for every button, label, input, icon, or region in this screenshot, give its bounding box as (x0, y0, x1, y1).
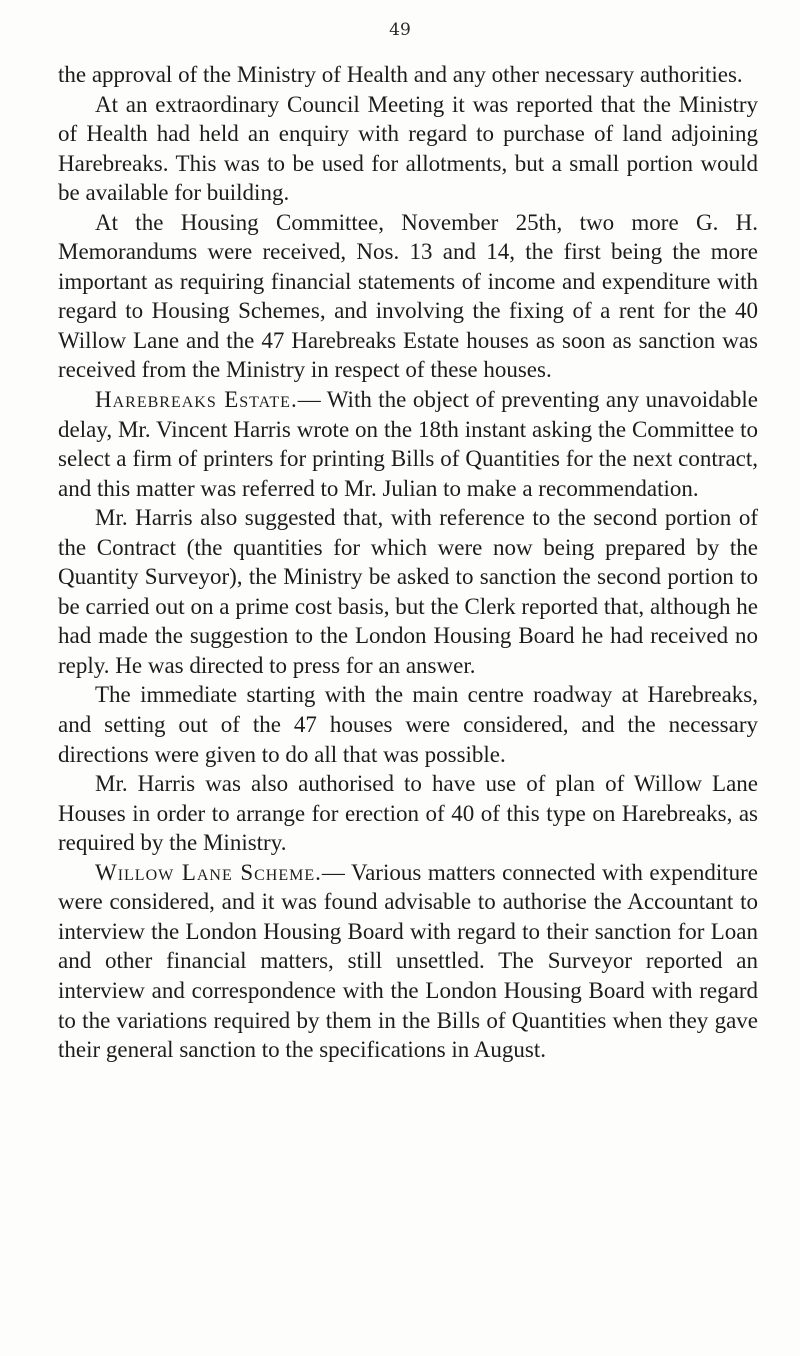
page-number: 49 (389, 20, 411, 40)
paragraph-willow-lane-scheme (58, 858, 758, 1065)
paragraph-main-roadway: The immediate starting with the main centre roadway at Harebreaks, and setting out of the 47 houses were considered, and the necessary directions were given to do all that was possible. (58, 682, 758, 767)
paragraph-continuation: the approval of the Ministry of Health and any other necessary authorities. (58, 62, 743, 87)
paragraph-willow-lane-body: — Various matters connected with expenditure were considered, and it was found advisable to authorise the Accountant to interview the London Housing Board with regard to their sanction for Loan and other financial matters, still unsettled. The Surveyor reported an interview and correspondence with the London Housing Board with regard to the variations required by them in the Bills of Quantities when they gave their general sanction to the specifications in August. (58, 859, 758, 1063)
paragraph-harebreaks-estate (58, 385, 758, 503)
section-heading-willow-lane: Willow Lane Scheme. (95, 859, 322, 885)
paragraph-housing-committee: At the Housing Committee, November 25th, two more G. H. Memorandums were received, Nos. 13 and 14, the first being the more important as requiring financial statements of income and expenditure with regard to Housing Schemes, and involving the fixing of a rent for the 40 Willow Lane and the 47 Harebreaks Estate houses as soon as sanction was received from the Ministry in respect of these houses. (58, 209, 758, 383)
paragraph-plan-use: Mr. Harris was also authorised to have use of plan of Willow Lane Houses in order to arrange for erection of 40 of this type on Harebreaks, as required by the Ministry. (58, 771, 758, 856)
paragraph-prime-cost: Mr. Harris also suggested that, with reference to the second portion of the Contract (the quantities for which were now being prepared by the Quantity Surveyor), the Ministry be asked to sanction the second portion to be carried out on a prime cost basis, but the Clerk reported that, although he had made the suggestion to the London Housing Board he had received no reply. He was directed to press for an answer. (58, 505, 758, 678)
paragraph-council-meeting: At an extraordinary Council Meeting it was reported that the Ministry of Health had held an enquiry with regard to purchase of land adjoining Harebreaks. This was to be used for allotments, but a small portion would be available for building. (58, 91, 758, 206)
body-text (58, 60, 758, 1065)
paragraph-harebreaks-body: — With the object of preventing any unavoidable delay, Mr. Vincent Harris wrote on the 18th instant asking the Committee to select a firm of printers for printing Bills of Quantities for the next contract, and this matter was referred to Mr. Julian to make a recommendation. (58, 387, 758, 501)
section-heading-harebreaks: Harebreaks Estate. (95, 387, 298, 413)
